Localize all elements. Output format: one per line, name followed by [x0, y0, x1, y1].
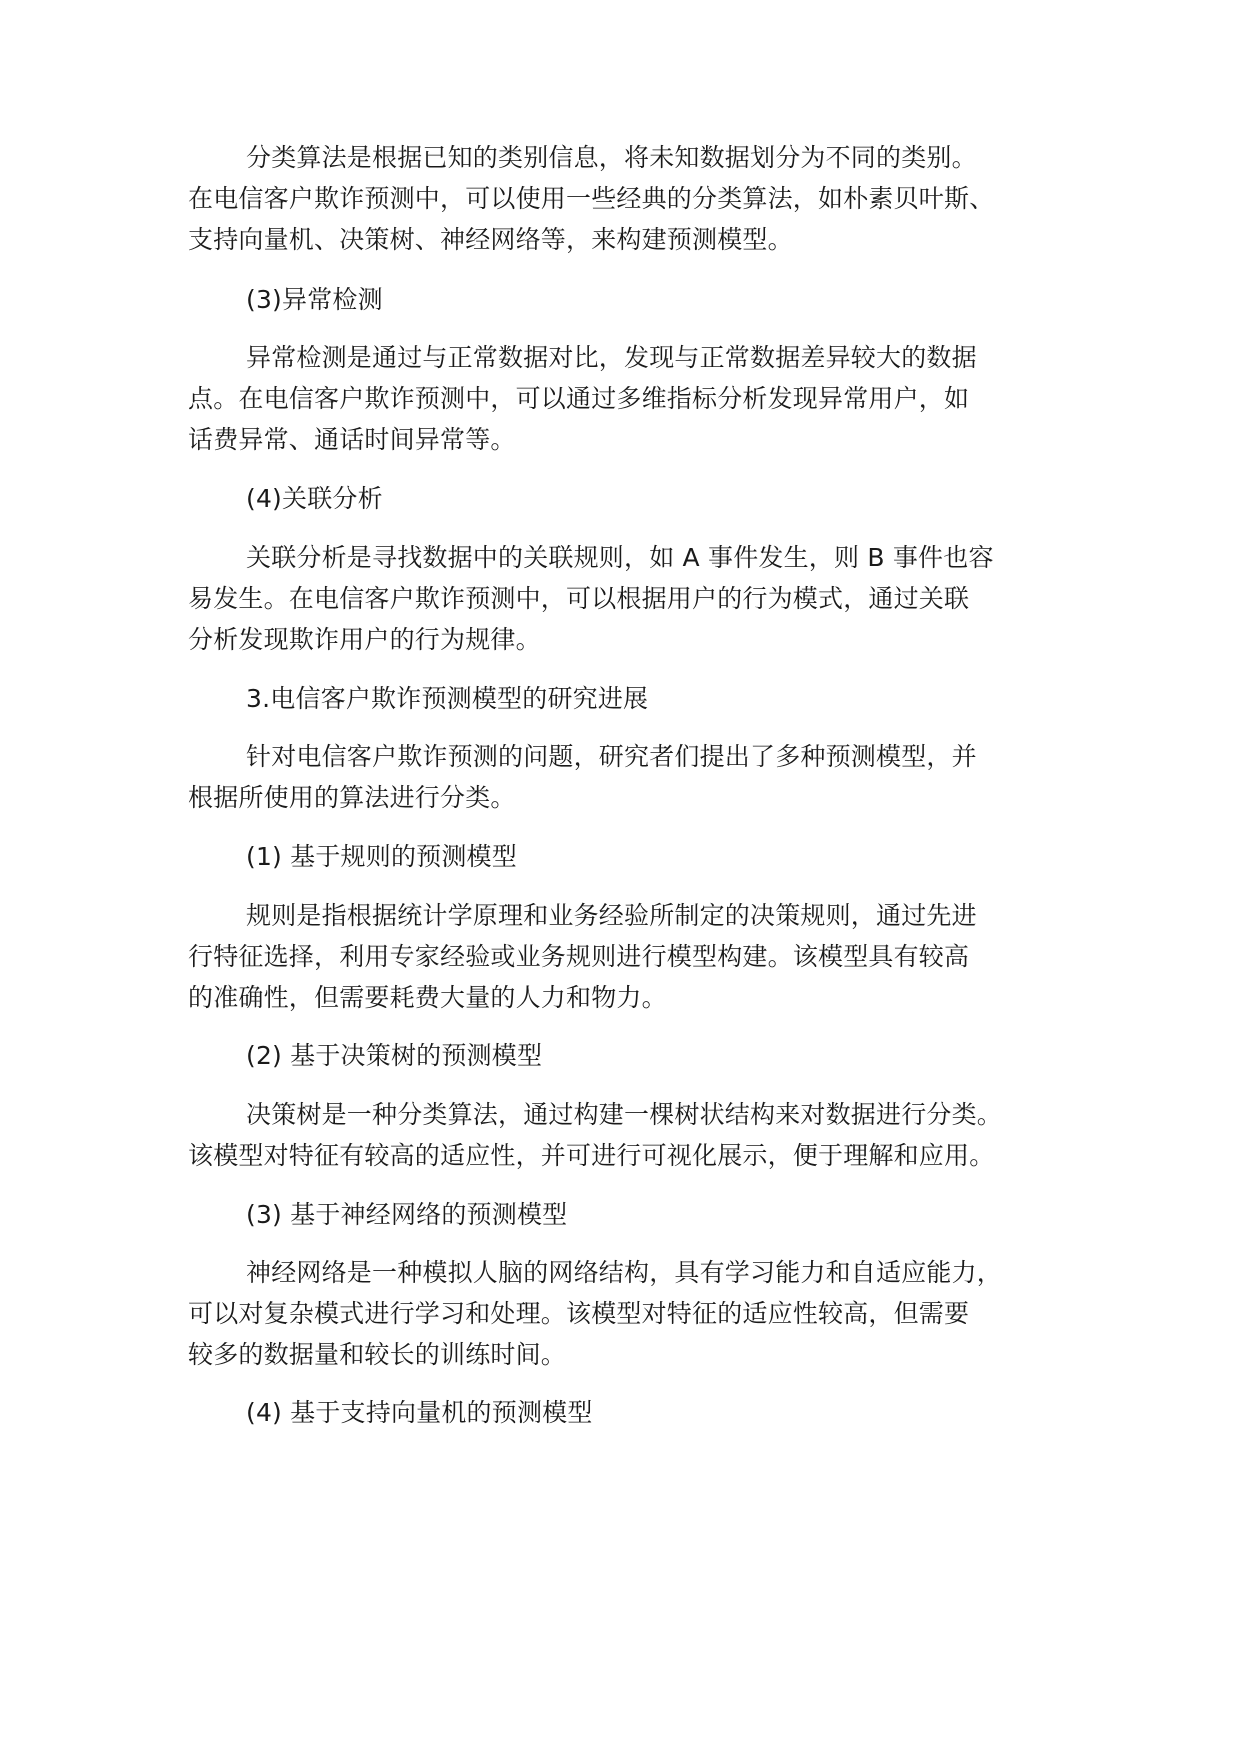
heading-neural-network-model: (3) 基于神经网络的预测模型: [246, 1200, 568, 1229]
heading-research-progress: 3.电信客户欺诈预测模型的研究进展: [246, 684, 649, 713]
paragraph-association-line-3: 分析发现欺诈用户的行为规律。: [188, 625, 541, 654]
heading-decision-tree-model: (2) 基于决策树的预测模型: [246, 1041, 543, 1070]
paragraph-anomaly-line-3: 话费异常、通话时间异常等。: [188, 425, 516, 454]
paragraph-decision-tree-line-1: 决策树是一种分类算法，通过构建一棵树状结构来对数据进行分类。: [246, 1100, 1003, 1129]
paragraph-anomaly-line-2: 点。在电信客户欺诈预测中，可以通过多维指标分析发现异常用户，如: [188, 384, 970, 413]
paragraph-neural-network-line-1: 神经网络是一种模拟人脑的网络结构，具有学习能力和自适应能力，: [246, 1258, 1003, 1287]
paragraph-rule-line-1: 规则是指根据统计学原理和业务经验所制定的决策规则，通过先进: [246, 901, 977, 930]
paragraph-research-line-2: 根据所使用的算法进行分类。: [188, 783, 516, 812]
paragraph-research-line-1: 针对电信客户欺诈预测的问题，研究者们提出了多种预测模型，并: [246, 742, 977, 771]
heading-association-analysis: (4)关联分析: [246, 484, 383, 513]
paragraph-classification-line-3: 支持向量机、决策树、神经网络等，来构建预测模型。: [188, 225, 793, 254]
paragraph-anomaly-line-1: 异常检测是通过与正常数据对比，发现与正常数据差异较大的数据: [246, 343, 977, 372]
paragraph-neural-network-line-2: 可以对复杂模式进行学习和处理。该模型对特征的适应性较高，但需要: [188, 1299, 970, 1328]
paragraph-rule-line-2: 行特征选择，利用专家经验或业务规则进行模型构建。该模型具有较高: [188, 942, 970, 971]
heading-rule-based-model: (1) 基于规则的预测模型: [246, 842, 517, 871]
paragraph-classification-line-2: 在电信客户欺诈预测中，可以使用一些经典的分类算法，如朴素贝叶斯、: [188, 184, 995, 213]
paragraph-association-line-1: 关联分析是寻找数据中的关联规则，如 A 事件发生，则 B 事件也容: [246, 543, 994, 572]
paragraph-neural-network-line-3: 较多的数据量和较长的训练时间。: [188, 1340, 567, 1369]
paragraph-rule-line-3: 的准确性，但需要耗费大量的人力和物力。: [188, 983, 667, 1012]
paragraph-association-line-2: 易发生。在电信客户欺诈预测中，可以根据用户的行为模式，通过关联: [188, 584, 970, 613]
paragraph-decision-tree-line-2: 该模型对特征有较高的适应性，并可进行可视化展示，便于理解和应用。: [188, 1141, 995, 1170]
heading-svm-model: (4) 基于支持向量机的预测模型: [246, 1398, 593, 1427]
heading-anomaly-detection: (3)异常检测: [246, 285, 383, 314]
paragraph-classification-line-1: 分类算法是根据已知的类别信息，将未知数据划分为不同的类别。: [246, 143, 977, 172]
